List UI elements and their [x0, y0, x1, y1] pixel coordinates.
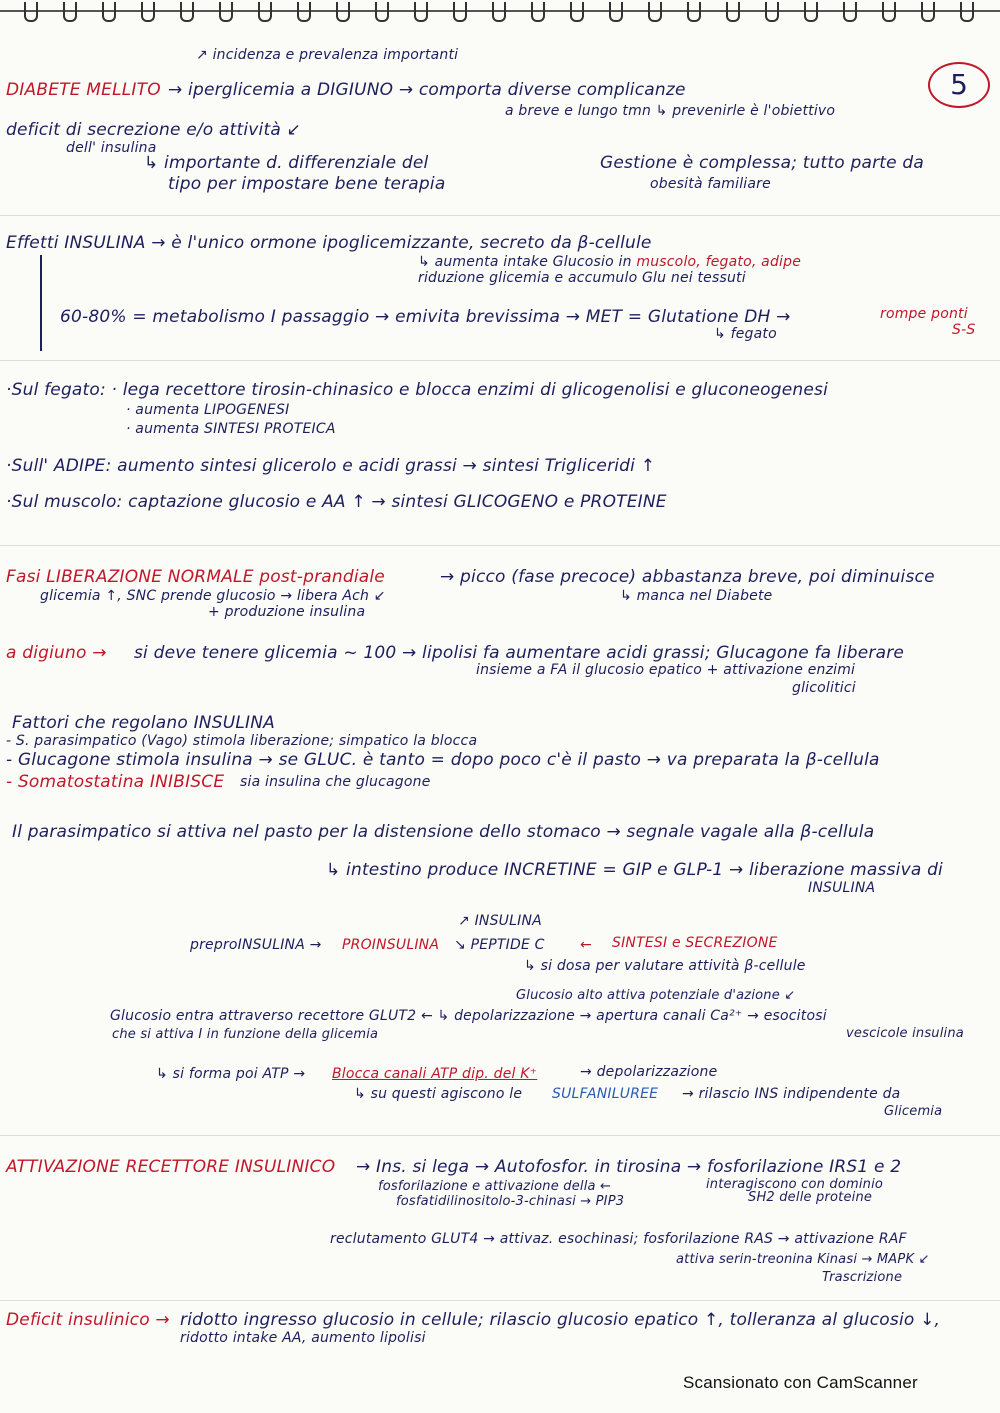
note-line: · aumenta LIPOGENESI: [126, 402, 290, 418]
binding-ring: [63, 2, 77, 22]
binding-ring: [24, 2, 38, 22]
binding-ring: [804, 2, 818, 22]
note-line: ↳ importante d. differenziale del: [144, 153, 429, 173]
heading-deficit-insulinico: Deficit insulinico →: [6, 1310, 170, 1330]
note-line: ↳ intestino produce INCRETINE = GIP e GLP-1 → liberazione massiva di: [326, 860, 943, 880]
heading-a-digiuno: a digiuno →: [6, 643, 107, 663]
note-line: deficit di secrezione e/o attività ↙: [6, 120, 301, 140]
binding-ring: [141, 2, 155, 22]
note-line: glicolitici: [792, 680, 856, 696]
binding-ring: [297, 2, 311, 22]
arrow-down-line: [40, 255, 42, 351]
note-red: S-S: [952, 322, 976, 338]
note-line: - Glucagone stimola insulina → se GLUC. è tanto = dopo poco c'è il pasto → va preparata la β-cellula: [6, 750, 880, 770]
binding-ring: [453, 2, 467, 22]
note-line: che si attiva I in funzione della glicemia: [112, 1027, 379, 1042]
binding-ring: [765, 2, 779, 22]
note-red: Blocca canali ATP dip. del K⁺: [332, 1066, 538, 1082]
note-line: - S. parasimpatico (Vago) stimola liberazione; simpatico la blocca: [6, 733, 478, 749]
note-line: Glucosio alto attiva potenziale d'azione ↙: [516, 988, 796, 1003]
note-line: fosfatidilinositolo-3-chinasi → PIP3: [396, 1194, 625, 1209]
note-line: ↗ incidenza e prevalenza importanti: [196, 47, 459, 63]
note-red: rompe ponti: [880, 306, 968, 322]
note-red: PROINSULINA: [342, 937, 440, 953]
binding-ring: [687, 2, 701, 22]
note-line: Glucosio entra attraverso recettore GLUT2 ← ↳ depolarizzazione → apertura canali Ca²⁺ → esocitosi: [110, 1008, 827, 1024]
note-line: ridotto intake AA, aumento lipolisi: [180, 1330, 426, 1346]
note-line: ↘ PEPTIDE C: [454, 937, 545, 953]
binding-ring: [882, 2, 896, 22]
note-line: Trascrizione: [822, 1270, 903, 1285]
note-red: ←: [580, 937, 592, 953]
note-line: riduzione glicemia e accumulo Glu nei tessuti: [418, 270, 746, 286]
note-line: SH2 delle proteine: [748, 1190, 873, 1205]
binding-ring: [102, 2, 116, 22]
section-divider: [0, 1135, 1000, 1136]
note-line: insieme a FA il glucosio epatico + attivazione enzimi: [476, 662, 856, 678]
binding-ring: [492, 2, 506, 22]
note-red: - Somatostatina INIBISCE: [6, 772, 225, 792]
note-line: · aumenta SINTESI PROTEICA: [126, 421, 336, 437]
binding-ring: [921, 2, 935, 22]
binding-ring: [219, 2, 233, 22]
heading-effetti-insulina: Effetti INSULINA → è l'unico ormone ipoglicemizzante, secreto da β-cellule: [6, 233, 652, 253]
note-line: Il parasimpatico si attiva nel pasto per la distensione dello stomaco → segnale vagale alla β-cellula: [12, 822, 875, 842]
note-line: INSULINA: [808, 880, 876, 896]
note-line: ↳ si forma poi ATP →: [156, 1066, 306, 1082]
binding-ring: [843, 2, 857, 22]
binding-ring: [180, 2, 194, 22]
note-line: dell' insulina: [66, 140, 157, 156]
note-line: reclutamento GLUT4 → attivaz. esochinasi; fosforilazione RAS → attivazione RAF: [330, 1231, 907, 1247]
section-divider: [0, 360, 1000, 361]
note-line: attiva serin-treonina Kinasi → MAPK ↙: [676, 1252, 930, 1267]
note-line: ridotto ingresso glucosio in cellule; rilascio glucosio epatico ↑, tolleranza al glucosio ↓,: [180, 1310, 941, 1330]
heading-fattori: Fattori che regolano INSULINA: [12, 713, 275, 733]
note-line: Gestione è complessa; tutto parte da: [600, 153, 925, 173]
binding-ring: [609, 2, 623, 22]
note-line: ↳ su questi agiscono le: [354, 1086, 523, 1102]
note-line: ↳ si dosa per valutare attività β-cellule: [524, 958, 806, 974]
note-line: ↗ INSULINA: [458, 913, 542, 929]
note-line: Glicemia: [884, 1104, 943, 1119]
section-divider: [0, 215, 1000, 216]
note-line: → iperglicemia a DIGIUNO → comporta diverse complicanze: [168, 80, 686, 100]
note-line: 60-80% = metabolismo I passaggio → emivita brevissima → MET = Glutatione DH →: [60, 307, 791, 327]
binding-ring: [648, 2, 662, 22]
note-line: glicemia ↑, SNC prende glucosio → libera Ach ↙: [40, 588, 386, 604]
section-divider: [0, 545, 1000, 546]
note-line: sia insulina che glucagone: [240, 774, 431, 790]
scanner-watermark: Scansionato con CamScanner: [683, 1373, 918, 1392]
note-line: → rilascio INS indipendente da: [682, 1086, 901, 1102]
note-line: fosforilazione e attivazione della ←: [378, 1179, 612, 1194]
note-line: ·Sul muscolo: captazione glucosio e AA ↑ → sintesi GLICOGENO e PROTEINE: [6, 492, 667, 512]
heading-attivazione-recettore: ATTIVAZIONE RECETTORE INSULINICO: [6, 1157, 336, 1177]
note-line: ·Sul fegato: · lega recettore tirosin-chinasico e blocca enzimi di glicogenolisi e gluconeogenesi: [6, 380, 829, 400]
note-line: ↳ manca nel Diabete: [620, 588, 773, 604]
note-line: → picco (fase precoce) abbastanza breve, poi diminuisce: [440, 567, 935, 587]
binding-ring: [960, 2, 974, 22]
note-line: ↳ fegato: [714, 326, 777, 342]
note-line: tipo per impostare bene terapia: [168, 174, 446, 194]
note-red: SINTESI e SECREZIONE: [612, 935, 778, 951]
note-line: si deve tenere glicemia ~ 100 → lipolisi fa aumentare acidi grassi; Glucagone fa liberare: [134, 643, 905, 663]
spiral-binding: [0, 0, 1000, 26]
note-line: → Ins. si lega → Autofosfor. in tirosina → fosforilazione IRS1 e 2: [356, 1157, 902, 1177]
binding-ring: [726, 2, 740, 22]
binding-ring: [414, 2, 428, 22]
binding-ring: [531, 2, 545, 22]
binding-rings: [0, 0, 1000, 26]
note-line: + produzione insulina: [208, 604, 366, 620]
page-number: 5: [928, 62, 990, 108]
binding-ring: [336, 2, 350, 22]
section-divider: [0, 1300, 1000, 1301]
note-line: preproINSULINA →: [190, 937, 322, 953]
note-line: ·Sull' ADIPE: aumento sintesi glicerolo e acidi grassi → sintesi Trigliceridi ↑: [6, 456, 656, 476]
note-line: a breve e lungo tmn ↳ prevenirle è l'obiettivo: [505, 103, 836, 119]
note-blue: SULFANILUREE: [552, 1086, 659, 1102]
note-line: obesità familiare: [650, 176, 771, 192]
note-line: → depolarizzazione: [580, 1064, 718, 1080]
binding-ring: [570, 2, 584, 22]
note-line: [418, 254, 801, 270]
note-text-red: muscolo, fegato, adipe: [636, 254, 802, 270]
heading-fasi-liberazione: Fasi LIBERAZIONE NORMALE post-prandiale: [6, 567, 385, 587]
note-line: vescicole insulina: [846, 1026, 964, 1041]
heading-diabete: DIABETE MELLITO: [6, 80, 161, 100]
binding-ring: [375, 2, 389, 22]
note-line: interagiscono con dominio: [706, 1177, 884, 1192]
binding-ring: [258, 2, 272, 22]
note-text: ↳ aumenta intake Glucosio in: [418, 254, 637, 270]
